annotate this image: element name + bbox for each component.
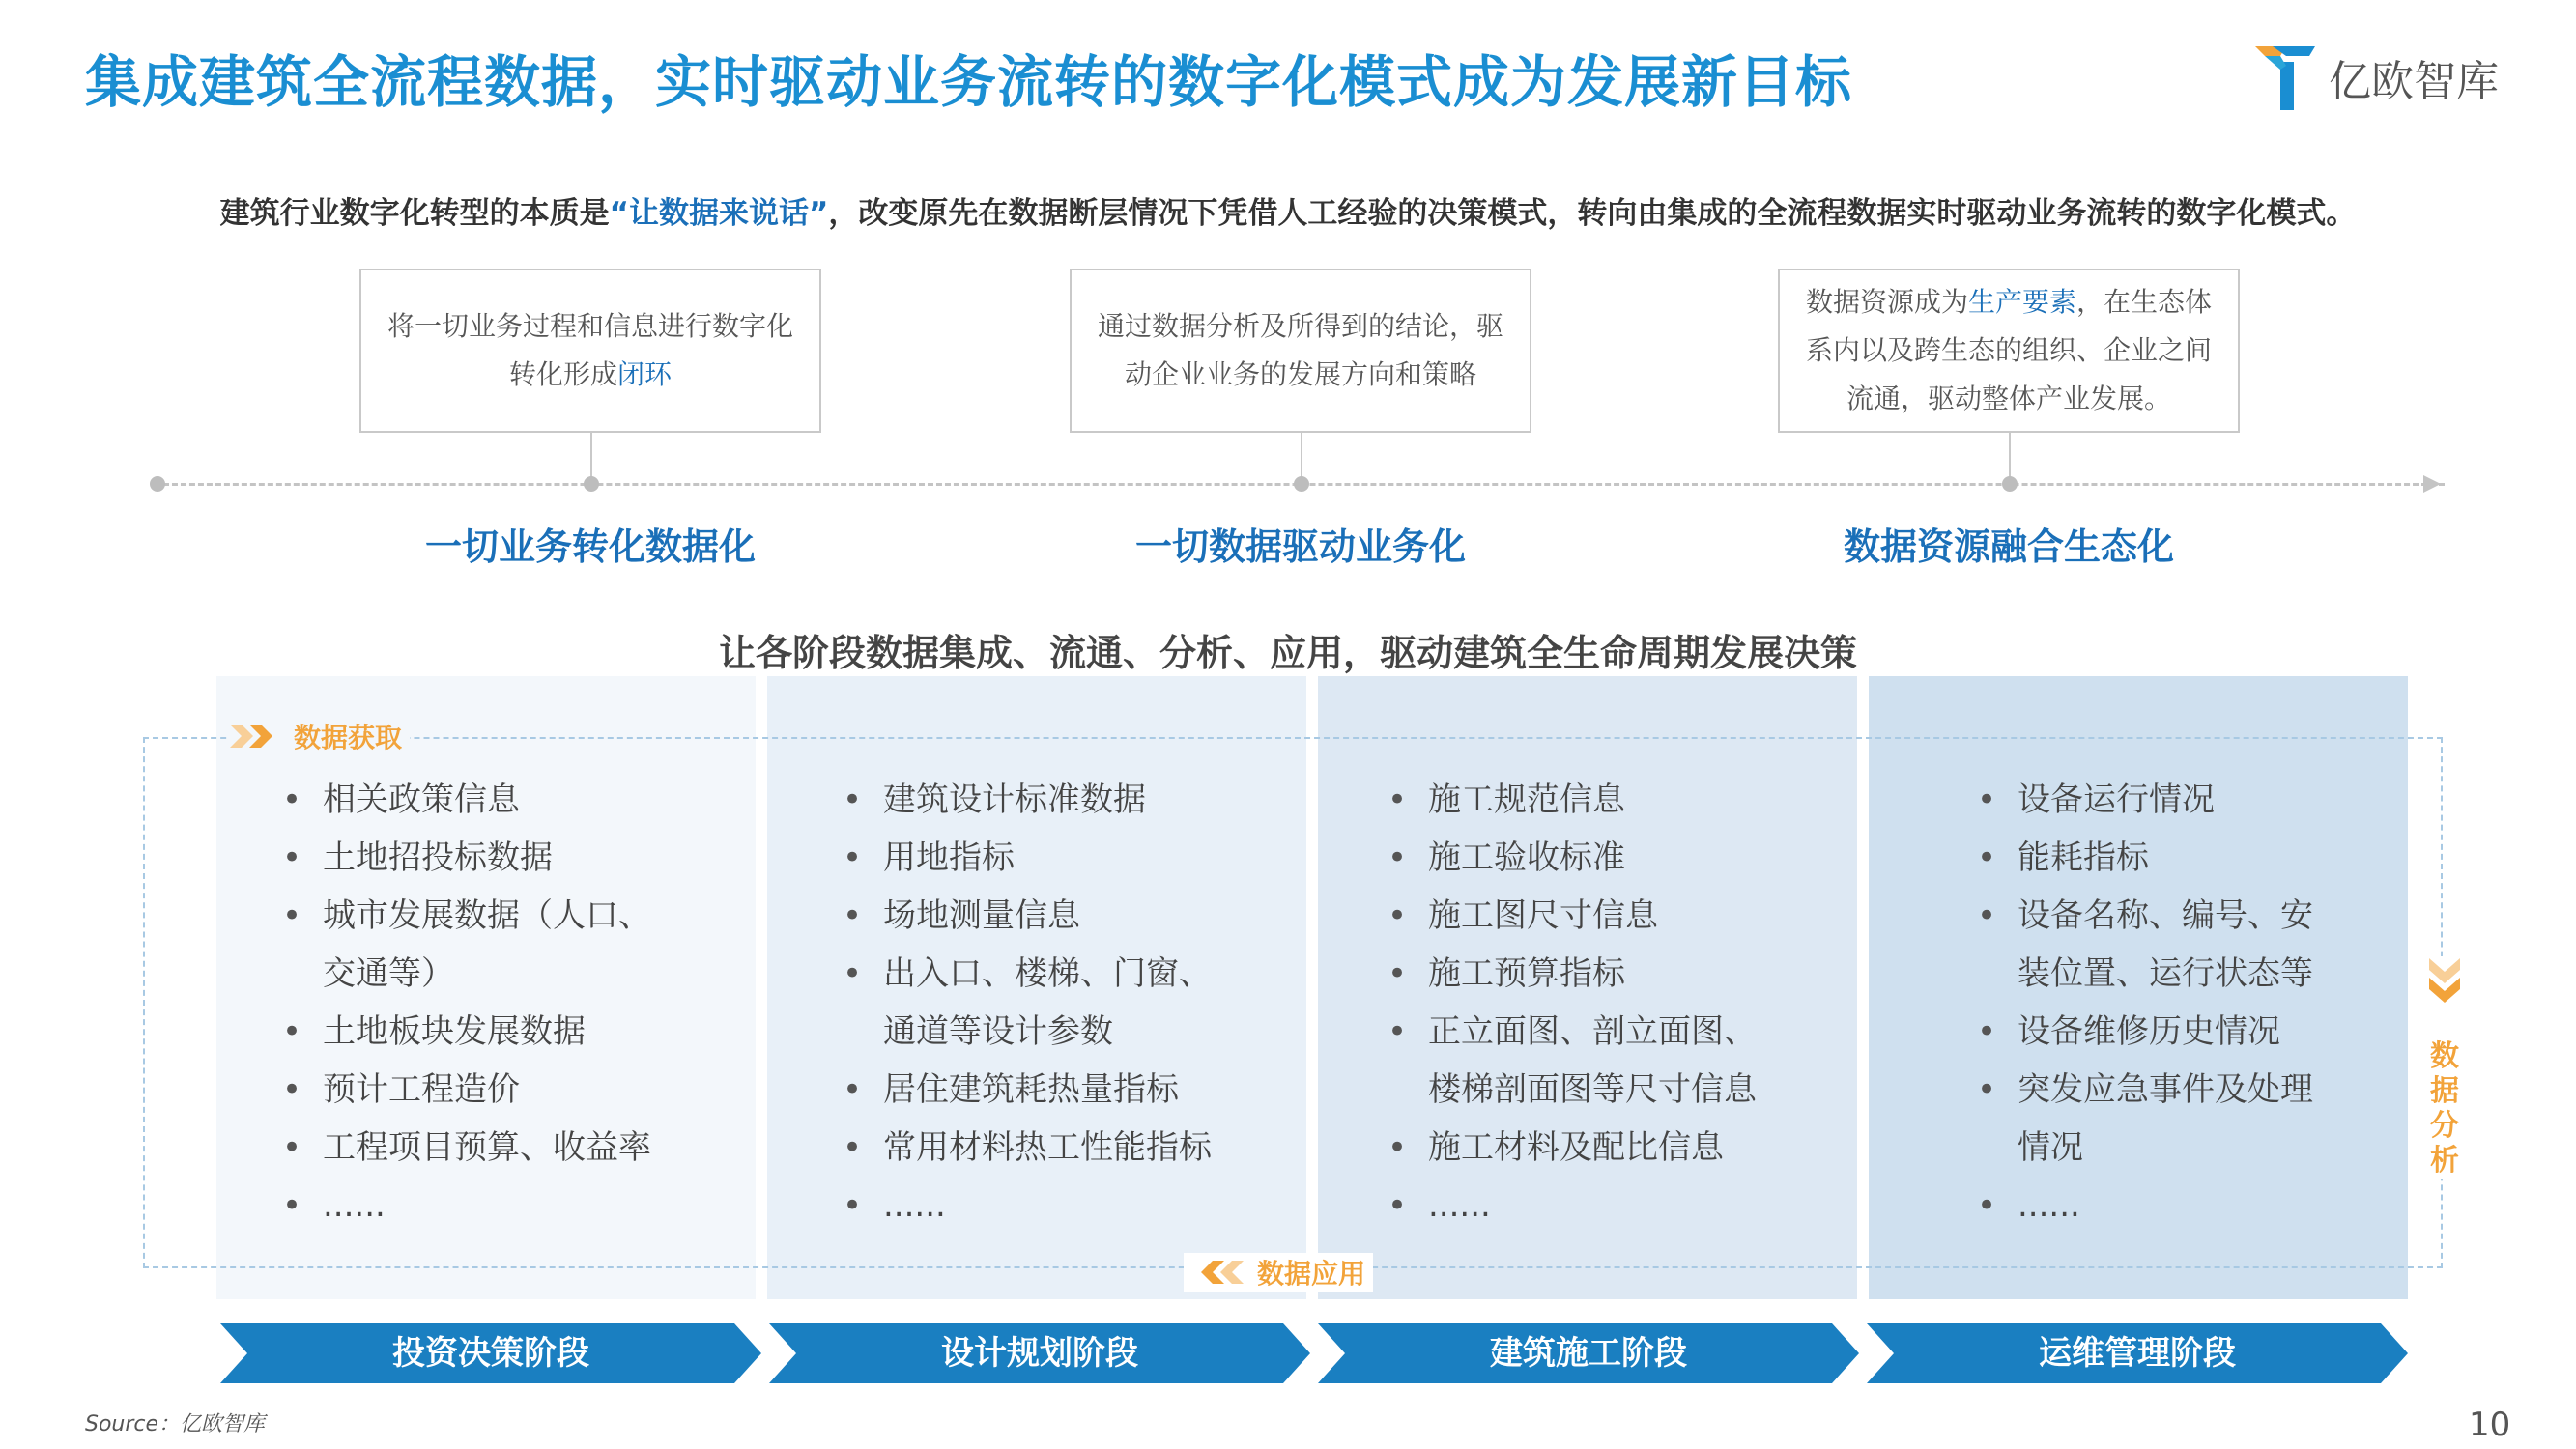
list-item: • 施工材料及配比信息 — [1388, 1119, 1842, 1177]
callout-1-line2: 转化形成闭环 — [508, 358, 672, 390]
column-list-investment — [282, 771, 736, 1235]
section-subtitle: 让各阶段数据集成、流通、分析、应用，驱动建筑全生命周期发展决策 — [718, 632, 1857, 674]
double-chevron-down-icon — [2425, 956, 2464, 1014]
list-item: 情况 — [2018, 1128, 2083, 1167]
list-item: 装位置、运行状态等 — [2018, 954, 2313, 993]
list-item: • 场地测量信息 — [843, 887, 1297, 945]
stage-investment — [220, 1323, 761, 1383]
page-title: 集成建筑全流程数据，实时驱动业务流转的数字化模式成为发展新目标 — [85, 49, 1853, 115]
list-item: • 土地招投标数据 — [282, 829, 736, 887]
list-item: • 建筑设计标准数据 — [843, 771, 1297, 829]
logo-icon — [2251, 41, 2319, 114]
company-logo — [2251, 39, 2532, 116]
intro-highlight: “让数据来说话” — [609, 196, 829, 231]
list-item: • 常用材料热工性能指标 — [843, 1119, 1297, 1177]
list-item: • 设备维修历史情况 — [1977, 1003, 2402, 1061]
timeline-start-dot — [150, 476, 165, 492]
tag-data-apply — [1184, 1253, 1373, 1292]
list-item: 通道等设计参数 — [883, 1012, 1113, 1051]
stage-design-label: 设计规划阶段 — [941, 1334, 1138, 1373]
tag-data-acquire-label: 数据获取 — [294, 722, 403, 753]
pillar-2: 一切数据驱动业务化 — [1134, 526, 1466, 568]
list-item: • ...... — [1388, 1177, 1842, 1235]
stage-investment-label: 投资决策阶段 — [392, 1334, 589, 1373]
page-number: 10 — [2469, 1406, 2511, 1444]
list-item: • 设备名称、编号、安 — [1977, 887, 2402, 945]
stage-construction-label: 建筑施工阶段 — [1490, 1334, 1687, 1373]
callout-2-line1: 通过数据分析及所得到的结论，驱 — [1097, 310, 1503, 342]
tag-data-analyze-label: 数 据 分 析 — [2430, 1039, 2459, 1178]
list-item: • 居住建筑耗热量指标 — [843, 1061, 1297, 1119]
double-chevron-right-icon — [228, 721, 282, 752]
list-item: • ...... — [1977, 1177, 2402, 1235]
column-list-operation — [1977, 771, 2402, 1235]
column-list-design — [843, 771, 1297, 1235]
list-item: • 设备运行情况 — [1977, 771, 2402, 829]
list-item: • ...... — [282, 1177, 736, 1235]
callout-box-1 — [359, 269, 821, 433]
stage-operation — [1867, 1323, 2408, 1383]
double-chevron-left-icon — [1191, 1257, 1245, 1288]
list-item: • ...... — [843, 1177, 1297, 1235]
callout-2-line2: 动企业业务的发展方向和策略 — [1124, 358, 1476, 390]
list-item: 交通等） — [323, 954, 454, 993]
logo-text: 亿欧智库 — [2329, 57, 2499, 106]
callout-1-line1: 将一切业务过程和信息进行数字化 — [386, 310, 793, 342]
intro-text — [0, 188, 2576, 232]
list-item: • 正立面图、剖立面图、 — [1388, 1003, 1842, 1061]
list-item: • 出入口、楼梯、门窗、 — [843, 945, 1297, 1003]
tag-data-acquire — [228, 717, 410, 755]
list-item: • 城市发展数据（人口、 — [282, 887, 736, 945]
callout-3-line3: 流通，驱动整体产业发展。 — [1846, 383, 2171, 414]
column-list-construction — [1388, 771, 1842, 1235]
timeline-dot-1 — [584, 476, 599, 492]
callout-box-2 — [1070, 269, 1531, 433]
callout-3-line1: 数据资源成为生产要素，在生态体 — [1805, 286, 2213, 318]
pillar-3: 数据资源融合生态化 — [1843, 526, 2174, 568]
list-item: • 能耗指标 — [1977, 829, 2402, 887]
list-item: • 工程项目预算、收益率 — [282, 1119, 736, 1177]
intro-after: ，改变原先在数据断层情况下凭借人工经验的决策模式，转向由集成的全流程数据实时驱动业务流转的数字化模式。 — [828, 196, 2357, 231]
stage-construction — [1318, 1323, 1859, 1383]
timeline-dot-2 — [1294, 476, 1309, 492]
callout-3-line2: 系内以及跨生态的组织、企业之间 — [1805, 334, 2212, 366]
tag-data-analyze — [2423, 956, 2466, 1179]
timeline-dot-3 — [2002, 476, 2018, 492]
list-item: • 施工预算指标 — [1388, 945, 1842, 1003]
list-item: • 预计工程造价 — [282, 1061, 736, 1119]
list-item: • 施工规范信息 — [1388, 771, 1842, 829]
stage-design — [769, 1323, 1310, 1383]
list-item: • 相关政策信息 — [282, 771, 736, 829]
tag-data-apply-label: 数据应用 — [1257, 1258, 1366, 1290]
callout-box-3 — [1778, 269, 2240, 433]
list-item: • 突发应急事件及处理 — [1977, 1061, 2402, 1119]
timeline-arrow-icon — [2421, 473, 2443, 495]
list-item: • 施工图尺寸信息 — [1388, 887, 1842, 945]
list-item: • 施工验收标准 — [1388, 829, 1842, 887]
stage-operation-label: 运维管理阶段 — [2039, 1334, 2236, 1373]
pillar-1: 一切业务转化数据化 — [424, 526, 756, 568]
list-item: • 用地指标 — [843, 829, 1297, 887]
intro-before: 建筑行业数字化转型的本质是 — [219, 196, 610, 231]
list-item: • 土地板块发展数据 — [282, 1003, 736, 1061]
source-note: Source：亿欧智库 — [85, 1412, 266, 1436]
list-item: 楼梯剖面图等尺寸信息 — [1428, 1070, 1757, 1109]
